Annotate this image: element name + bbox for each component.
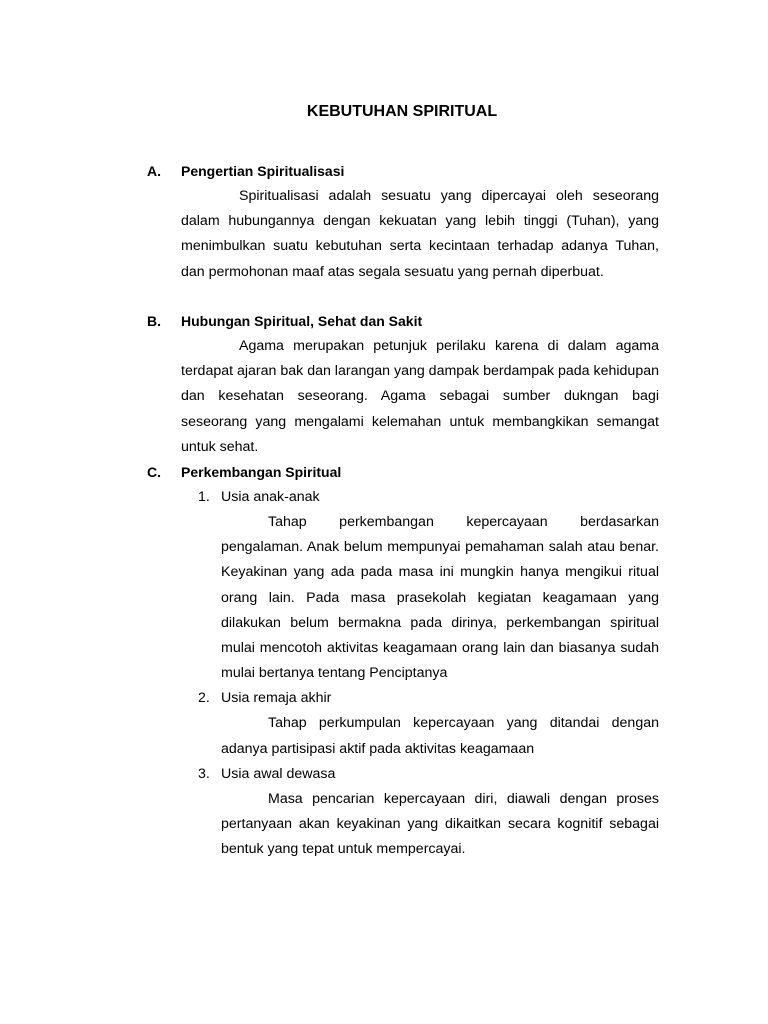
list-item-paragraph: Masa pencarian kepercayaan diri, diawali dengan proses pertanyaan akan keyakinan yang dikaitkan secara kognitif sebagai bentuk yang tepat untuk mempercayai. [221, 790, 659, 858]
list-item-number: 3. [198, 765, 210, 782]
development-stage-list [147, 485, 659, 862]
section-letter: A. [147, 163, 161, 179]
list-item-paragraph: Tahap perkumpulan kepercayaan yang ditandai dengan adanya partisipasi aktif pada aktivitas keagamaan [221, 715, 659, 757]
section-b-heading [147, 309, 659, 334]
section-c-heading [147, 460, 659, 485]
list-item-heading [198, 762, 659, 787]
list-item [198, 762, 659, 863]
section-c [147, 460, 659, 862]
section-letter: C. [147, 464, 161, 480]
section-title: Hubungan Spiritual, Sehat dan Sakit [181, 313, 423, 329]
list-item-paragraph: Tahap perkembangan kepercayaan berdasarkan pengalaman. Anak belum mempunyai pemahaman salah atau benar. Keyakinan yang ada pada masa ini mungkin hanya mengikui ritual orang lain. Pada masa prasekolah kegiatan keagamaan yang dilakukan belum bermakna pada dirinya, perkembangan spiritual mulai mencotoh aktivitas keagamaan orang lain dan biasanya sudah mulai bertanya tentang Penciptanya [221, 514, 659, 682]
section-title: Perkembangan Spiritual [181, 464, 342, 480]
section-a-heading [147, 159, 659, 184]
list-item-number: 1. [198, 489, 210, 505]
document-title: KEBUTUHAN SPIRITUAL [306, 103, 498, 120]
section-title: Pengertian Spiritualisasi [181, 163, 345, 179]
list-item-title: Usia awal dewasa [221, 765, 336, 782]
section-a-paragraph: Spiritualisasi adalah sesuatu yang dipercayai oleh seseorang dalam hubungannya dengan kekuatan yang lebih tinggi (Tuhan), yang menimbulkan suatu kebutuhan serta kecintaan terhadap adanya Tuhan, dan permohonan maaf atas segala sesuatu yang pernah diperbuat. [181, 188, 659, 280]
section-b [147, 309, 659, 460]
section-a [147, 159, 659, 285]
section-letter: B. [147, 313, 161, 329]
list-item-heading [198, 686, 659, 711]
list-item [198, 686, 659, 761]
list-item-heading [198, 485, 659, 510]
section-b-paragraph: Agama merupakan petunjuk perilaku karena di dalam agama terdapat ajaran bak dan larangan yang dampak berdampak pada kehidupan dan kesehatan seseorang. Agama sebagai sumber dukngan bagi seseorang yang mengalami kelemahan untuk membangkikan semangat untuk sehat. [181, 338, 659, 455]
list-item-title: Usia remaja akhir [221, 690, 332, 707]
list-item-title: Usia anak-anak [221, 489, 320, 505]
list-item [198, 485, 659, 686]
list-item-number: 2. [198, 690, 210, 707]
